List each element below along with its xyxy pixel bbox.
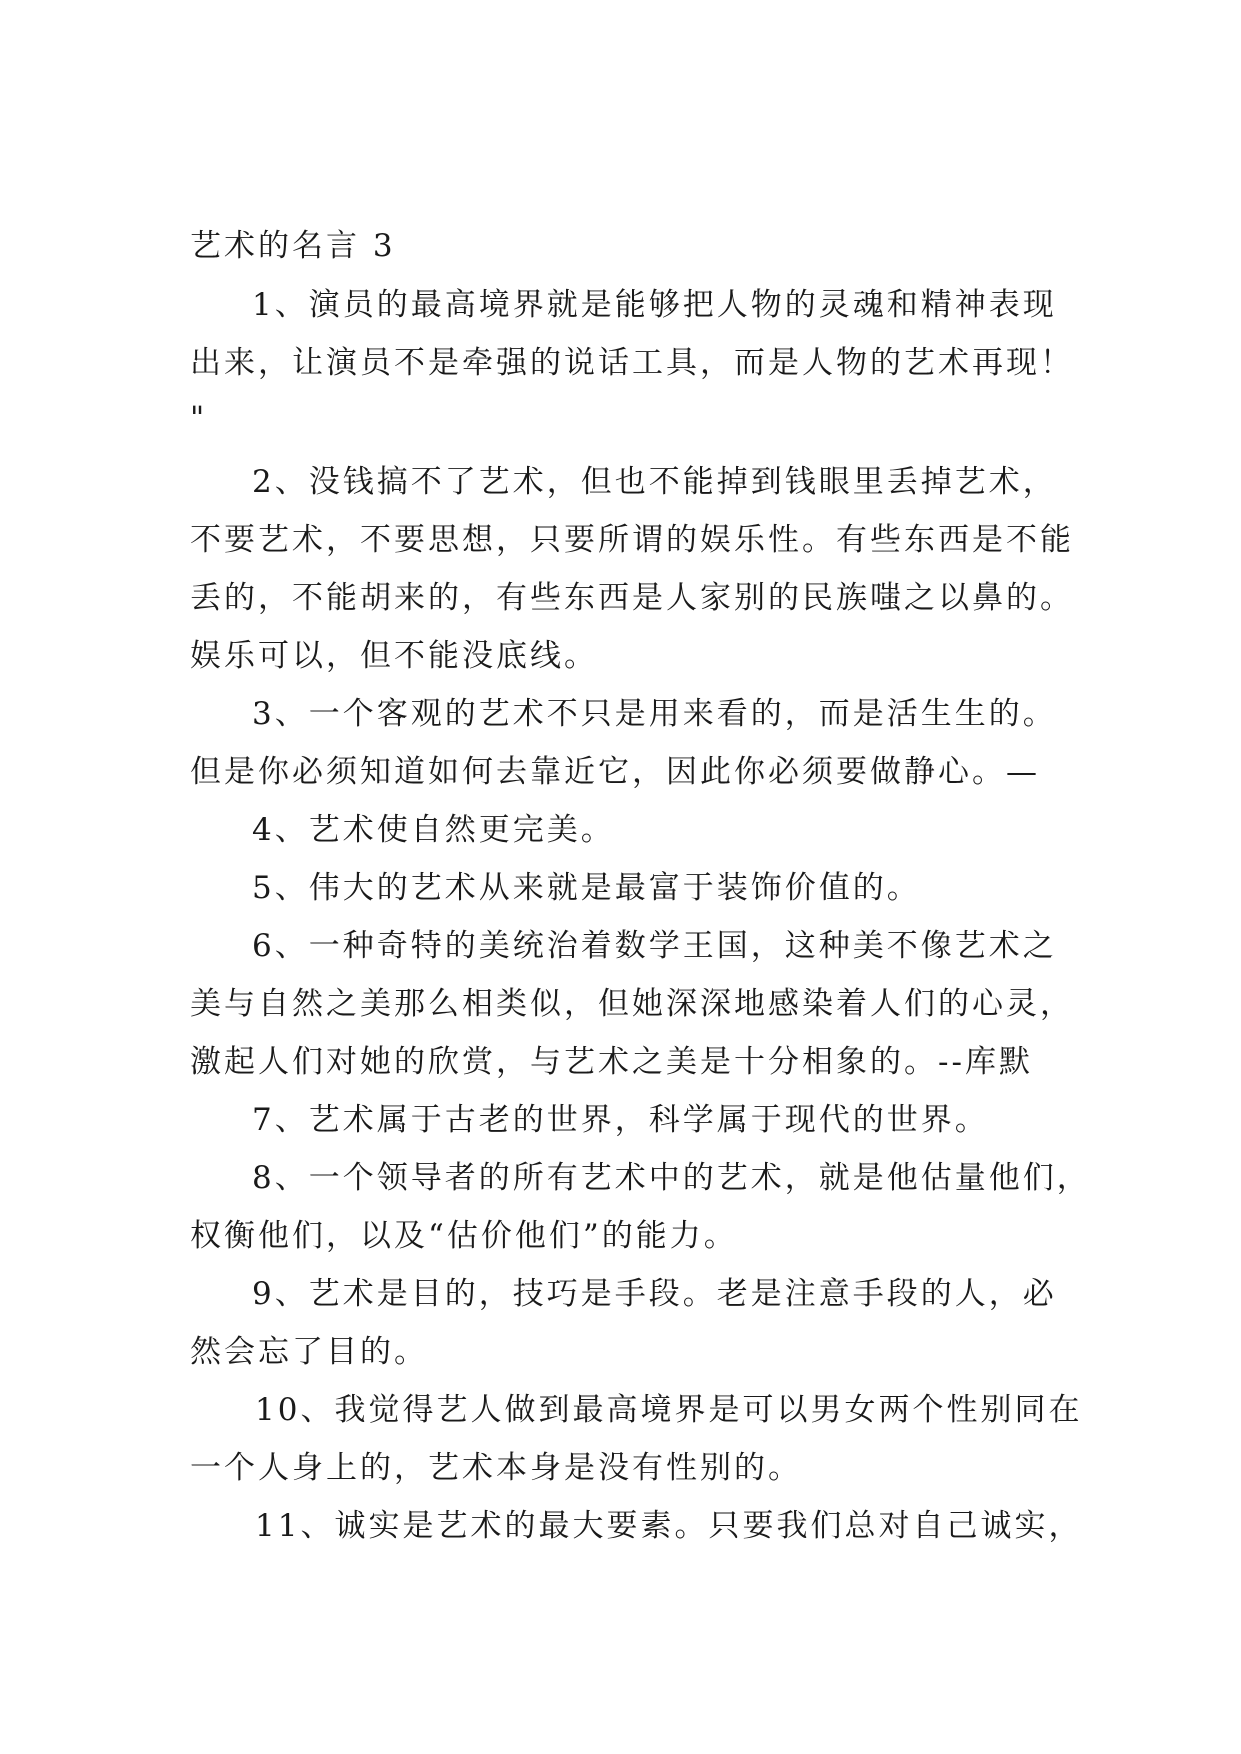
quote-1-line-1: 1、演员的最高境界就是能够把人物的灵魂和精神表现 xyxy=(252,287,1057,323)
quote-9-line-1: 9、艺术是目的，技巧是手段。老是注意手段的人，必 xyxy=(252,1276,1057,1312)
quote-6-line-1: 6、一种奇特的美统治着数学王国，这种美不像艺术之 xyxy=(252,928,1057,964)
quote-8-line-2: 权衡他们，以及“估价他们”的能力。 xyxy=(190,1218,738,1254)
document-title: 艺术的名言 3 xyxy=(190,228,396,264)
quote-8-line-1: 8、一个领导者的所有艺术中的艺术，就是他估量他们， xyxy=(252,1160,1091,1196)
quote-7: 7、艺术属于古老的世界，科学属于现代的世界。 xyxy=(252,1102,989,1138)
quote-2-line-4: 娱乐可以，但不能没底线。 xyxy=(190,638,598,674)
quote-5: 5、伟大的艺术从来就是最富于装饰价值的。 xyxy=(252,870,921,906)
quote-11-line-1: 11、诚实是艺术的最大要素。只要我们总对自己诚实， xyxy=(255,1508,1083,1544)
quote-1-line-3: " xyxy=(190,400,208,436)
quote-6-line-3: 激起人们对她的欣赏，与艺术之美是十分相象的。--库默 xyxy=(190,1044,1033,1080)
quote-10-line-1: 10、我觉得艺人做到最高境界是可以男女两个性别同在 xyxy=(255,1392,1083,1428)
quote-2-line-3: 丢的，不能胡来的，有些东西是人家别的民族嗤之以鼻的。 xyxy=(190,580,1074,616)
quote-9-line-2: 然会忘了目的。 xyxy=(190,1334,428,1370)
quote-6-line-2: 美与自然之美那么相类似，但她深深地感染着人们的心灵， xyxy=(190,986,1074,1022)
quote-2-line-1: 2、没钱搞不了艺术，但也不能掉到钱眼里丢掉艺术， xyxy=(252,464,1057,500)
quote-2-line-2: 不要艺术，不要思想，只要所谓的娱乐性。有些东西是不能 xyxy=(190,522,1074,558)
quote-10-line-2: 一个人身上的，艺术本身是没有性别的。 xyxy=(190,1450,802,1486)
quote-3-line-1: 3、一个客观的艺术不只是用来看的，而是活生生的。 xyxy=(252,696,1057,732)
quote-1-line-2: 出来，让演员不是牵强的说话工具，而是人物的艺术再现！ xyxy=(190,345,1074,381)
quote-3-line-2: 但是你必须知道如何去靠近它，因此你必须要做静心。— xyxy=(190,754,1040,790)
quote-4: 4、艺术使自然更完美。 xyxy=(252,812,615,848)
